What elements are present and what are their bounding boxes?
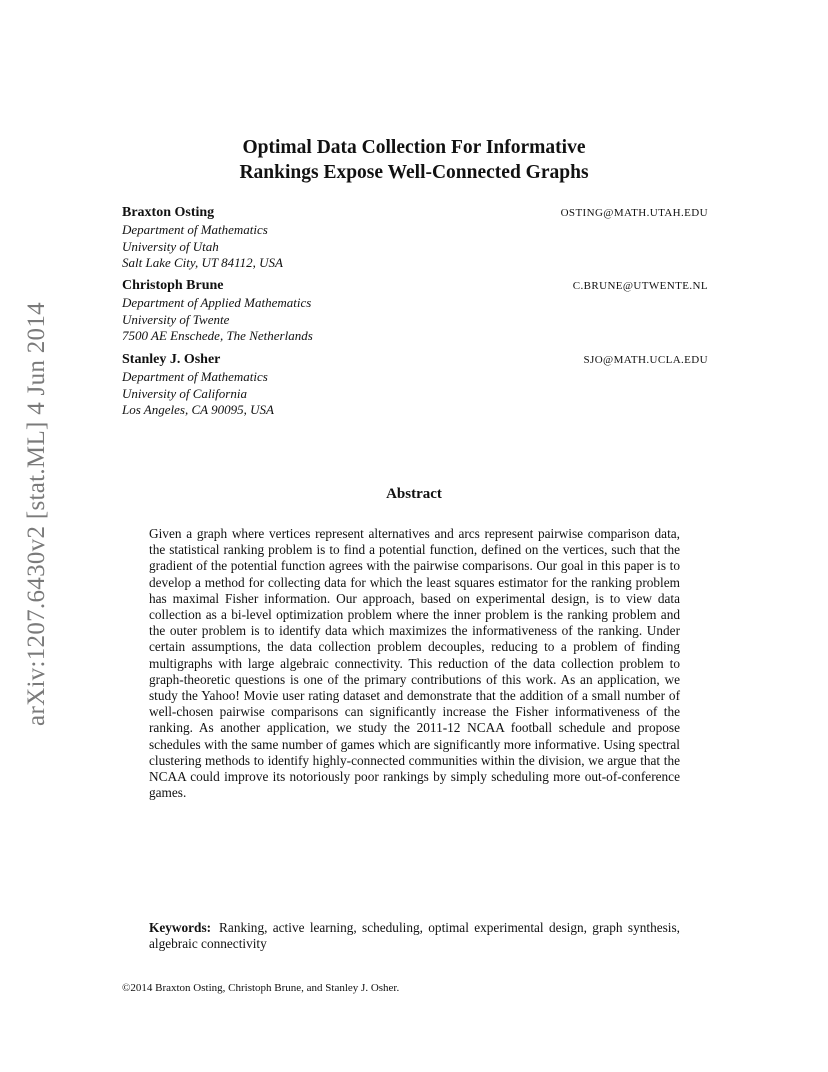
author-email[interactable]: OSTING@MATH.UTAH.EDU (560, 207, 708, 219)
keywords-text: Ranking, active learning, scheduling, optimal experimental design, graph synthesis, algebraic connectivity (149, 920, 680, 952)
author-block-3 (122, 352, 708, 419)
author-block-1 (122, 205, 708, 272)
author-name: Christoph Brune (122, 278, 224, 293)
author-name: Braxton Osting (122, 205, 215, 220)
author-department: Department of Mathematics (122, 369, 268, 384)
author-university: University of California (122, 385, 247, 401)
author-department: Department of Mathematics (122, 222, 268, 237)
author-university: University of Utah (122, 238, 219, 254)
arxiv-identifier: arXiv:1207.6430v2 [stat.ML] 4 Jun 2014 (23, 302, 50, 726)
title-line-2: Rankings Expose Well-Connected Graphs (239, 162, 589, 183)
author-email[interactable]: C.BRUNE@UTWENTE.NL (572, 280, 708, 292)
abstract-heading: Abstract (386, 486, 442, 502)
author-address: Salt Lake City, UT 84112, USA (122, 255, 283, 270)
paper-title (150, 135, 678, 185)
author-address: Los Angeles, CA 90095, USA (122, 402, 274, 417)
author-block-2 (122, 278, 708, 345)
title-line-1: Optimal Data Collection For Informative (242, 137, 586, 158)
author-email[interactable]: SJO@MATH.UCLA.EDU (583, 354, 708, 366)
author-name: Stanley J. Osher (122, 352, 221, 367)
abstract-text: Given a graph where vertices represent alternatives and arcs represent pairwise comparison data, the statistical ranking problem is to find a potential function, defined on the vertices, such that the gradient of the potential function agrees with the pairwise comparisons. Our goal in this paper is to develop a method for collecting data for which the least squares estimator for the ranking problem has maximal Fisher information. Our approach, based on experimental design, is to view data collection as a bi-level optimization problem where the inner problem is the ranking problem and the outer problem is to identify data which maximizes the informativeness of the ranking. Under certain assumptions, the data collection problem decouples, reducing to a problem of finding multigraphs with large algebraic connectivity. This reduction of the data collection problem to graph-theoretic questions is one of the primary contributions of this work. As an application, we study the Yahoo! Movie user rating dataset and demonstrate that the addition of a small number of well-chosen pairwise comparisons can significantly increase the Fisher informativeness of the ranking. As another application, we study the 2011-12 NCAA football schedule and propose schedules with the same number of games which are significantly more informative. Using spectral clustering methods to identify highly-connected communities within the division, we argue that the NCAA could improve its notoriously poor rankings by simply scheduling more out-of-conference games. (149, 526, 680, 801)
keywords-section (149, 920, 680, 952)
author-university: University of Twente (122, 311, 230, 327)
author-department: Department of Applied Mathematics (122, 295, 312, 310)
copyright-notice: ©2014 Braxton Osting, Christoph Brune, and Stanley J. Osher. (122, 982, 400, 994)
author-address: 7500 AE Enschede, The Netherlands (122, 328, 313, 343)
keywords-label: Keywords: (149, 920, 212, 935)
